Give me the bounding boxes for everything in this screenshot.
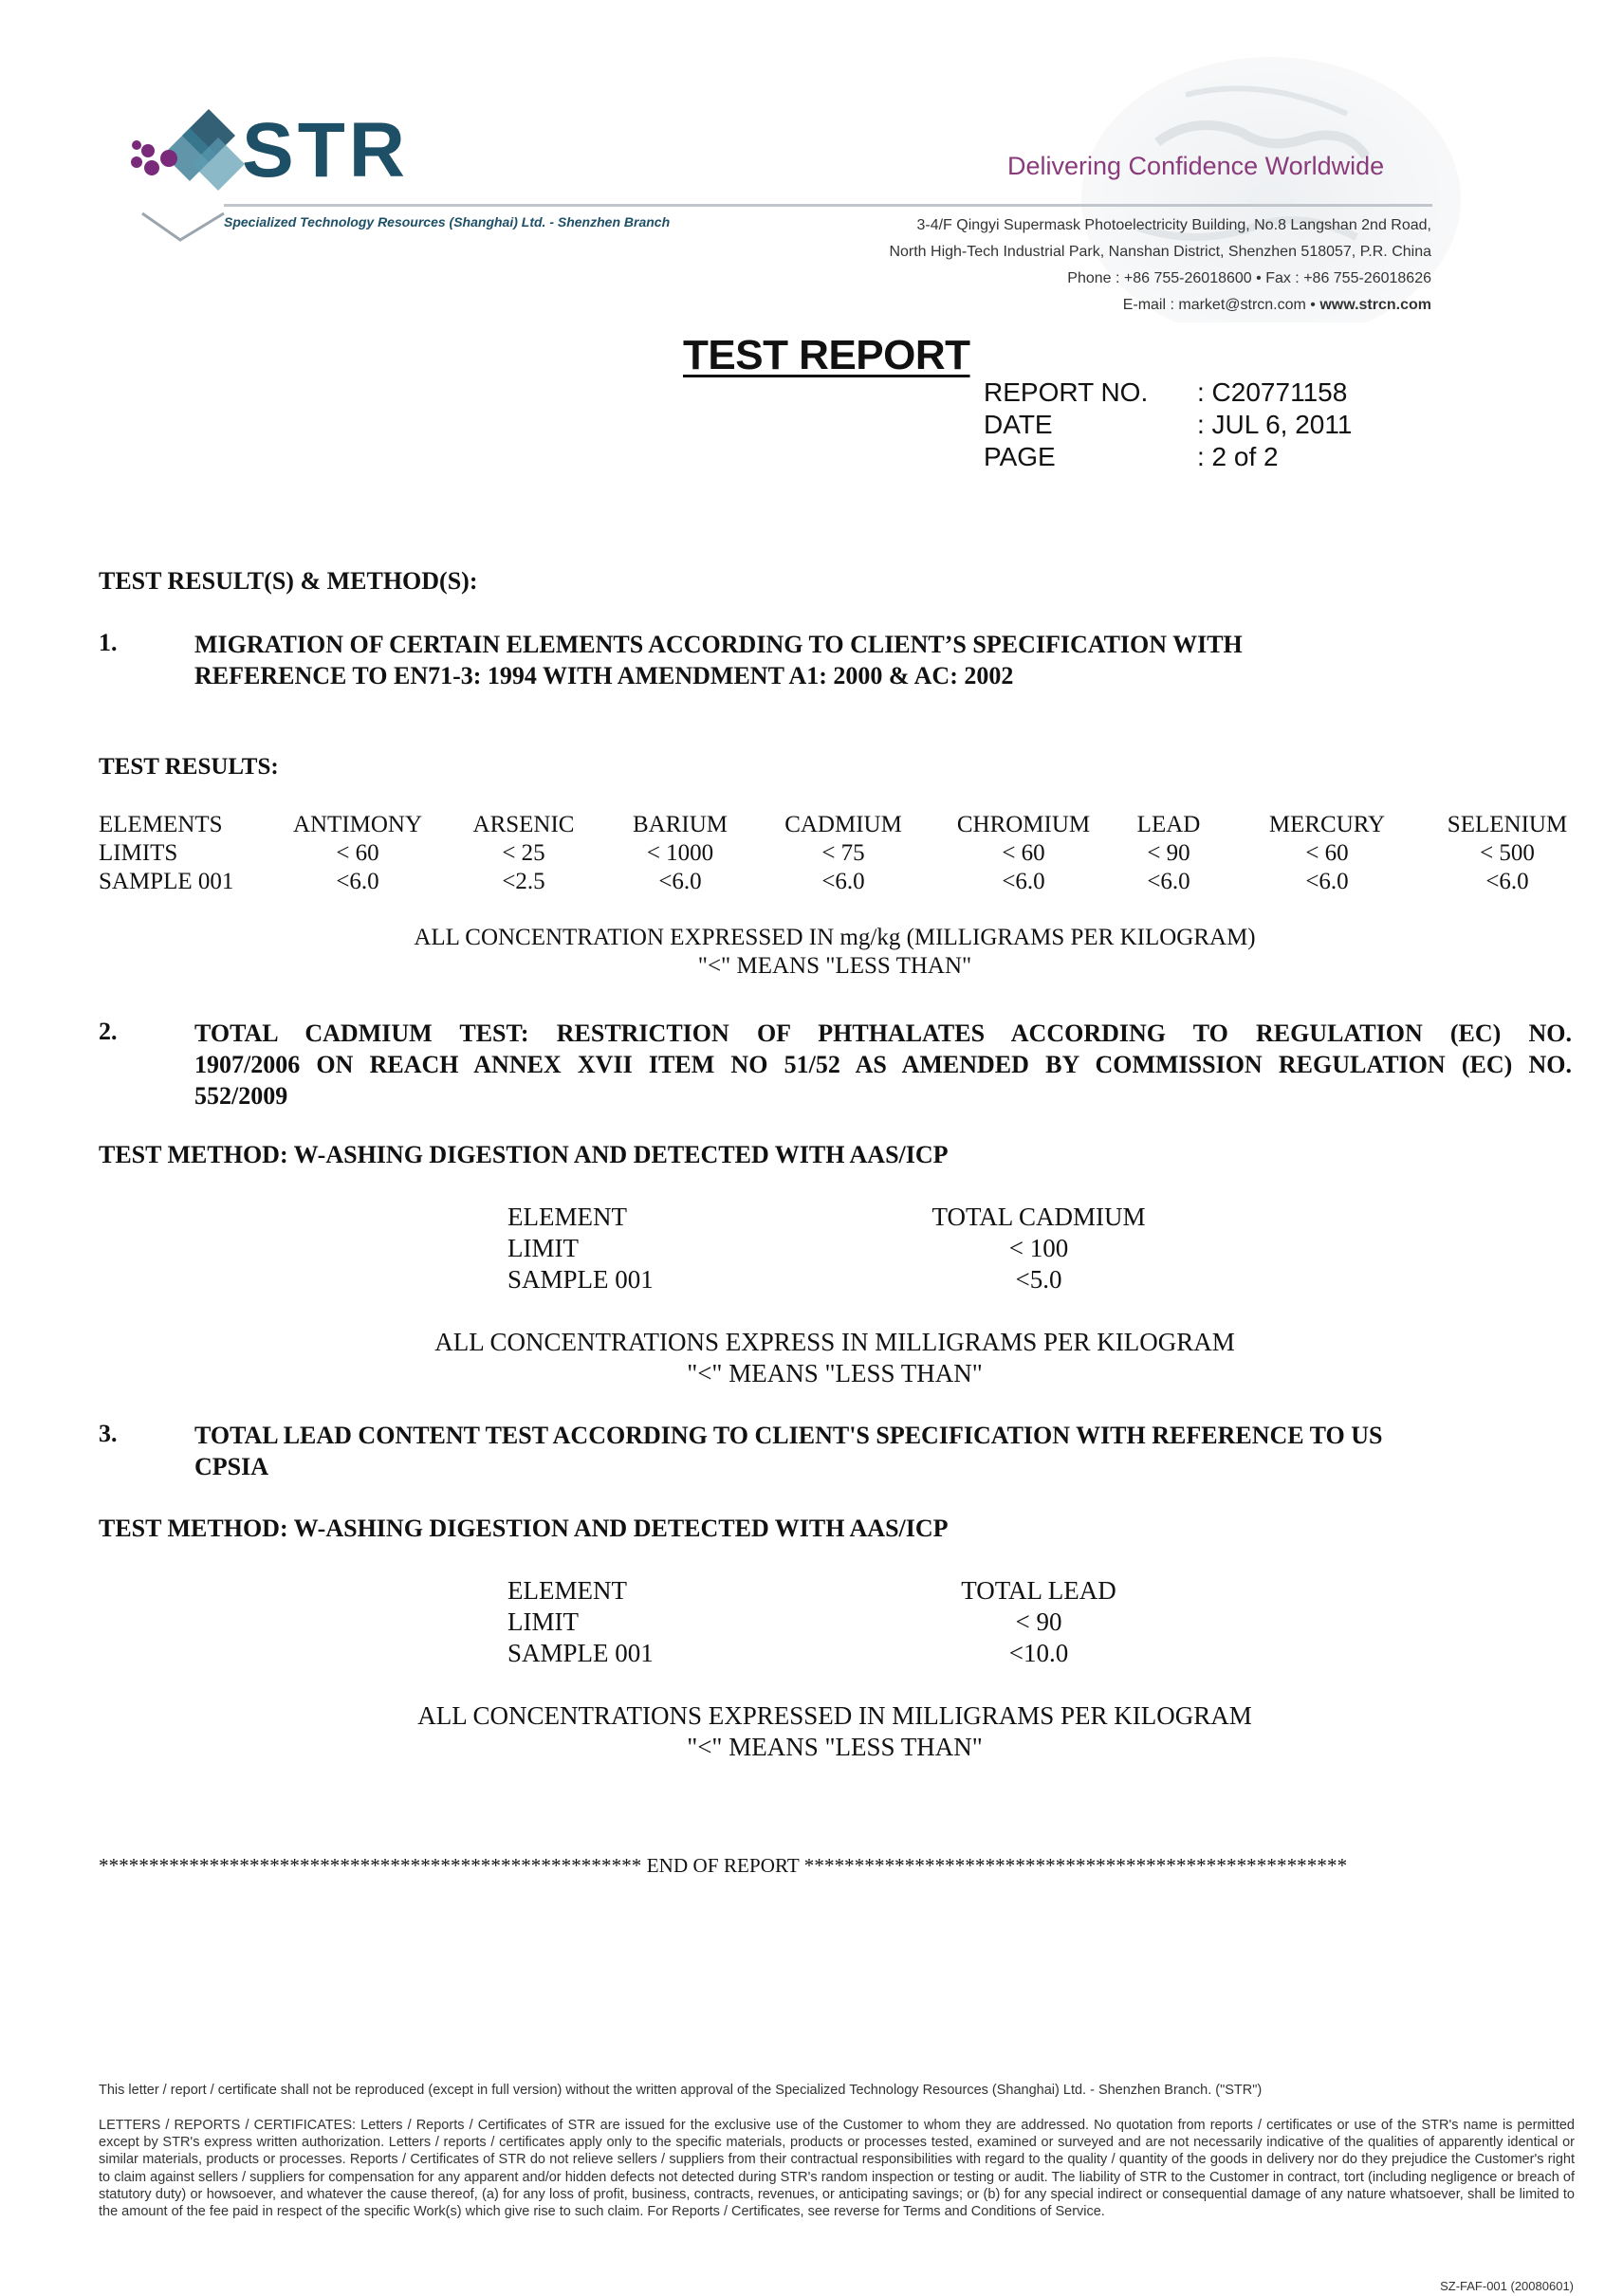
lead-value: < 90 <box>1015 1607 1062 1636</box>
section-2-note-2: "<" MEANS "LESS THAN" <box>687 1359 983 1387</box>
migration-header-cell: SELENIUM <box>1447 812 1568 837</box>
migration-header-cell: CADMIUM <box>784 812 902 837</box>
email-web <box>1123 297 1431 314</box>
website: www.strcn.com <box>1319 297 1431 313</box>
migration-cell: < 60 <box>336 840 379 866</box>
section-1-title-line2: REFERENCE TO EN71-3: 1994 WITH AMENDMENT A1: 2000 & AC: 2002 <box>194 662 1014 689</box>
migration-cell: < 25 <box>502 840 545 866</box>
footer-reproduction-notice: This letter / report / certificate shall not be reproduced (except in full version) without the written approval of the Specialized Technology Resources (Shanghai) Ltd. - Shenzhen Branch. ("STR") <box>99 2083 1263 2098</box>
meta-key: PAGE <box>984 442 1056 471</box>
meta-page <box>984 442 1279 472</box>
section-3-note-2: "<" MEANS "LESS THAN" <box>687 1733 983 1761</box>
migration-cell: < 1000 <box>646 840 714 866</box>
migration-cell: < 60 <box>1305 840 1349 866</box>
cadmium-value: TOTAL CADMIUM <box>931 1203 1146 1231</box>
migration-cell: <6.0 <box>1147 869 1190 894</box>
section-2-title <box>194 1018 1572 1111</box>
email: E-mail : market@strcn.com • <box>1122 297 1316 313</box>
meta-date <box>984 410 1352 440</box>
migration-header-cell: ARSENIC <box>472 812 575 837</box>
cadmium-row-label: LIMIT <box>507 1234 579 1262</box>
section-1-note-2: "<" MEANS "LESS THAN" <box>697 953 972 979</box>
lead-value: <10.0 <box>1008 1639 1069 1667</box>
section-3-note-1: ALL CONCENTRATIONS EXPRESSED IN MILLIGRAMS PER KILOGRAM <box>417 1701 1252 1730</box>
migration-cell: < 500 <box>1480 840 1535 866</box>
migration-cell: < 75 <box>821 840 865 866</box>
section-3-title <box>194 1420 1382 1482</box>
migration-cell: LIMITS <box>99 840 178 866</box>
address-line-1: 3-4/F Qingyi Supermask Photoelectricity Building, No.8 Langshan 2nd Road, <box>916 217 1431 233</box>
test-results-heading: TEST RESULTS: <box>99 754 279 780</box>
header-rule <box>224 204 1432 207</box>
logo-wordmark: STR <box>242 107 409 193</box>
cadmium-row-label: SAMPLE 001 <box>507 1265 654 1294</box>
section-2-title-line2: 1907/2006 ON REACH ANNEX XVII ITEM NO 51/52 AS AMENDED BY COMMISSION REGULATION (EC) NO. <box>194 1051 1572 1078</box>
section-3-title-line2: CPSIA <box>194 1453 269 1480</box>
section-2-note-1: ALL CONCENTRATIONS EXPRESS IN MILLIGRAMS PER KILOGRAM <box>434 1328 1235 1356</box>
lead-row-label: ELEMENT <box>507 1576 627 1605</box>
section-3-method: TEST METHOD: W-ASHING DIGESTION AND DETECTED WITH AAS/ICP <box>99 1515 949 1542</box>
meta-value: : C20771158 <box>1197 377 1348 407</box>
section-3-number: 3. <box>99 1420 118 1447</box>
migration-cell: < 60 <box>1002 840 1045 866</box>
company-name: Specialized Technology Resources (Shanghai) Ltd. - Shenzhen Branch <box>224 214 671 230</box>
migration-cell: <6.0 <box>1305 869 1349 894</box>
migration-header-cell: MERCURY <box>1268 812 1386 837</box>
section-1-number: 1. <box>99 629 118 656</box>
migration-cell: < 90 <box>1147 840 1190 866</box>
form-code: SZ-FAF-001 (20080601) <box>1440 2279 1574 2293</box>
section-2-title-line1: TOTAL CADMIUM TEST: RESTRICTION OF PHTHALATES ACCORDING TO REGULATION (EC) NO. <box>194 1019 1572 1047</box>
migration-cell: <6.0 <box>658 869 702 894</box>
tagline: Delivering Confidence Worldwide <box>1007 152 1385 180</box>
cadmium-row-label: ELEMENT <box>507 1203 627 1231</box>
footer-disclaimer: LETTERS / REPORTS / CERTIFICATES: Letters / Reports / Certificates of STR are issued for the exclusive use of the Customer to whom they are addressed. No quotation from reports / certificates or use of the STR's name is permitted except by STR's express written authorization. Letters / reports / certificates apply only to the specific materials, products or processes tested, examined or surveyed and are not necessarily indicative of the qualities of apparently identical or similar materials, products or processes. Reports / Certificates of STR do not relieve sellers / suppliers from their contractual responsibilities with regard to the quality / quantity of the goods in delivery nor do they prejudice the Customer's right to claim against sellers / suppliers for compensation for any apparent and/or hidden defects not detected during STR's random inspection or testing or audit. The liability of STR to the Customer in contract, tort (including negligence or breach of statutory duty) or howsoever, and whatever the cause thereof, (a) for any loss of profit, business, contracts, revenues, or anticipating savings; or (b) for any special indirect or consequential damage of any nature whatsoever, shall be limited to the amount of the fee paid in respect of the specific Work(s) which give rise to such claim. For Reports / Certificates, see reverse for Terms and Conditions of Service. <box>99 2118 1575 2220</box>
meta-value: : JUL 6, 2011 <box>1197 410 1353 439</box>
meta-key: REPORT NO. <box>984 377 1149 407</box>
section-heading: TEST RESULT(S) & METHOD(S): <box>99 567 478 595</box>
meta-report-no <box>984 377 1347 408</box>
migration-cell: <6.0 <box>1002 869 1045 894</box>
migration-cell: <6.0 <box>1485 869 1529 894</box>
migration-cell: <6.0 <box>336 869 379 894</box>
phone-fax: Phone : +86 755-26018600 • Fax : +86 755-26018626 <box>1067 270 1431 286</box>
meta-value: : 2 of 2 <box>1197 442 1279 471</box>
migration-cell: SAMPLE 001 <box>99 869 234 894</box>
migration-table <box>99 812 1569 897</box>
lead-value: TOTAL LEAD <box>961 1576 1116 1605</box>
migration-header-cell: ELEMENTS <box>99 812 223 837</box>
section-2-title-line3: 552/2009 <box>194 1082 288 1110</box>
migration-header-cell: BARIUM <box>632 812 728 837</box>
migration-cell: <2.5 <box>502 869 545 894</box>
section-3-title-line1: TOTAL LEAD CONTENT TEST ACCORDING TO CLIENT'S SPECIFICATION WITH REFERENCE TO US <box>194 1422 1383 1449</box>
page-title: TEST REPORT <box>683 332 970 378</box>
address-line-2: North High-Tech Industrial Park, Nanshan District, Shenzhen 518057, P.R. China <box>889 244 1431 260</box>
migration-header-cell: LEAD <box>1136 812 1201 837</box>
meta-key: DATE <box>984 410 1053 439</box>
section-1-title <box>194 629 1243 691</box>
migration-header-cell: ANTIMONY <box>292 812 423 837</box>
section-2-method: TEST METHOD: W-ASHING DIGESTION AND DETECTED WITH AAS/ICP <box>99 1141 949 1168</box>
migration-header-cell: CHROMIUM <box>956 812 1091 837</box>
section-2-number: 2. <box>99 1018 118 1045</box>
cadmium-value: < 100 <box>1008 1234 1069 1262</box>
lead-row-label: SAMPLE 001 <box>507 1639 654 1667</box>
cadmium-value: <5.0 <box>1015 1265 1062 1294</box>
end-of-report: ****************************************************** END OF REPORT ****************************************************** <box>99 1854 1348 1877</box>
lead-row-label: LIMIT <box>507 1607 579 1636</box>
migration-cell: <6.0 <box>821 869 865 894</box>
section-1-note-1: ALL CONCENTRATION EXPRESSED IN mg/kg (MILLIGRAMS PER KILOGRAM) <box>414 925 1256 950</box>
section-1-title-line1: MIGRATION OF CERTAIN ELEMENTS ACCORDING TO CLIENT’S SPECIFICATION WITH <box>194 631 1243 658</box>
